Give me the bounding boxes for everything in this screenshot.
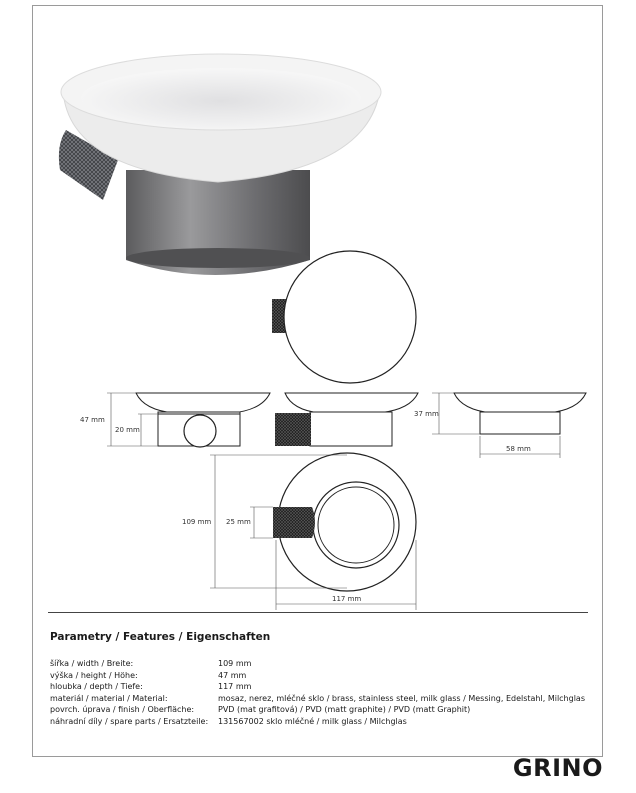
row-value: 47 mm (218, 670, 247, 680)
side-view (275, 393, 418, 446)
row-label: hloubka / depth / Tiefe: (50, 682, 143, 692)
top-view (272, 251, 416, 383)
table-row (50, 658, 585, 670)
features-title: Parametry / Features / Eigenschaften (50, 631, 271, 643)
row-value: PVD (mat grafitová) / PVD (matt graphite) / PVD (matt Graphit) (218, 705, 471, 715)
row-label: materiál / material / Material: (50, 693, 168, 703)
row-label: povrch. úprava / finish / Oberfläche: (50, 705, 195, 715)
row-value: 131567002 sklo mléčné / milk glass / Milchglas (218, 716, 407, 726)
dim-depth-total: 109 mm (182, 518, 212, 526)
table-row (50, 693, 585, 705)
front-view (107, 393, 270, 447)
dim-height-inner: 20 mm (115, 426, 140, 434)
dim-holder-height: 25 mm (226, 518, 251, 526)
dim-base-width: 58 mm (506, 445, 531, 453)
plan-view (210, 453, 416, 610)
table-row (50, 704, 585, 716)
table-row (50, 716, 585, 728)
dim-height-right: 37 mm (414, 410, 439, 418)
brand-logo: GRINO (512, 754, 603, 782)
row-label: výška / height / Höhe: (50, 670, 138, 680)
row-value: 117 mm (218, 682, 252, 692)
table-row (50, 681, 585, 693)
features-table (50, 658, 585, 728)
dim-height-total: 47 mm (80, 416, 105, 424)
section-divider (48, 612, 588, 613)
row-label: šířka / width / Breite: (50, 659, 134, 668)
row-value: mosaz, nerez, mléčné sklo / brass, stainless steel, milk glass / Messing, Edelstahl, Milchglas (218, 693, 585, 703)
row-label: náhradní díly / spare parts / Ersatzteile: (50, 716, 209, 726)
table-row (50, 670, 585, 682)
row-value: 109 mm (218, 659, 252, 668)
dim-width-total: 117 mm (332, 595, 362, 603)
